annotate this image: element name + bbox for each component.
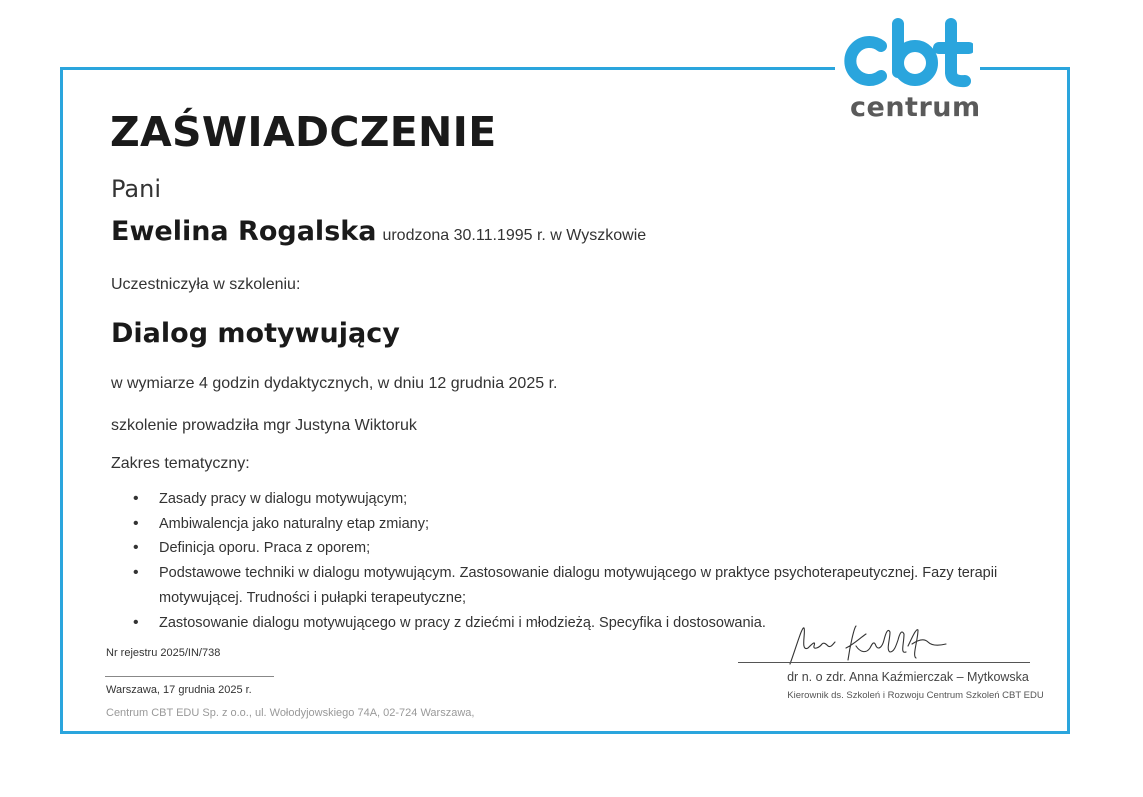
list-item: • Zastosowanie dialogu motywującego w pracy z dziećmi i młodzieżą. Specyfika i dostosowania.	[159, 611, 1009, 636]
list-item: • Zasady pracy w dialogu motywującym;	[159, 487, 1009, 512]
recipient-name: Ewelina Rogalska	[111, 216, 377, 247]
handwritten-signature	[786, 618, 951, 668]
recipient-line	[111, 216, 646, 247]
place-and-date: Warszawa, 17 grudnia 2025 r.	[106, 684, 252, 696]
document-title: ZAŚWIADCZENIE	[110, 108, 497, 156]
course-title: Dialog motywujący	[111, 318, 400, 349]
signer-role: Kierownik ds. Szkoleń i Rozwoju Centrum Szkoleń CBT EDU	[787, 690, 1044, 701]
participation-text: Uczestniczyła w szkoleniu:	[111, 276, 301, 293]
date-divider	[105, 676, 274, 677]
list-item: • Definicja oporu. Praca z oporem;	[159, 536, 1009, 561]
signer-name: dr n. o zdr. Anna Kaźmierczak – Mytkowska	[787, 670, 1029, 684]
list-item: • Ambiwalencja jako naturalny etap zmiany;	[159, 512, 1009, 537]
topics-list	[159, 487, 1009, 635]
signature-line	[738, 662, 1030, 663]
salutation: Pani	[111, 175, 161, 203]
topics-label: Zakres tematyczny:	[111, 455, 250, 472]
instructor-text: szkolenie prowadziła mgr Justyna Wiktoruk	[111, 417, 417, 434]
registry-number: Nr rejestru 2025/IN/738	[106, 647, 221, 659]
cbt-logo-mark	[843, 18, 973, 92]
list-item: • Podstawowe techniki w dialogu motywującym. Zastosowanie dialogu motywującego w praktyce psychoterapeutycznej. Fazy terapii motywującej. Trudności i pułapki terapeutyczne;	[159, 561, 1009, 610]
course-scope: w wymiarze 4 godzin dydaktycznych, w dniu 12 grudnia 2025 r.	[111, 375, 558, 392]
cbt-centrum-logo	[843, 18, 981, 123]
recipient-birth-info: urodzona 30.11.1995 r. w Wyszkowie	[382, 227, 647, 244]
company-address: Centrum CBT EDU Sp. z o.o., ul. Wołodyjowskiego 74A, 02-724 Warszawa,	[106, 707, 475, 719]
logo-wordmark: centrum	[850, 92, 981, 123]
